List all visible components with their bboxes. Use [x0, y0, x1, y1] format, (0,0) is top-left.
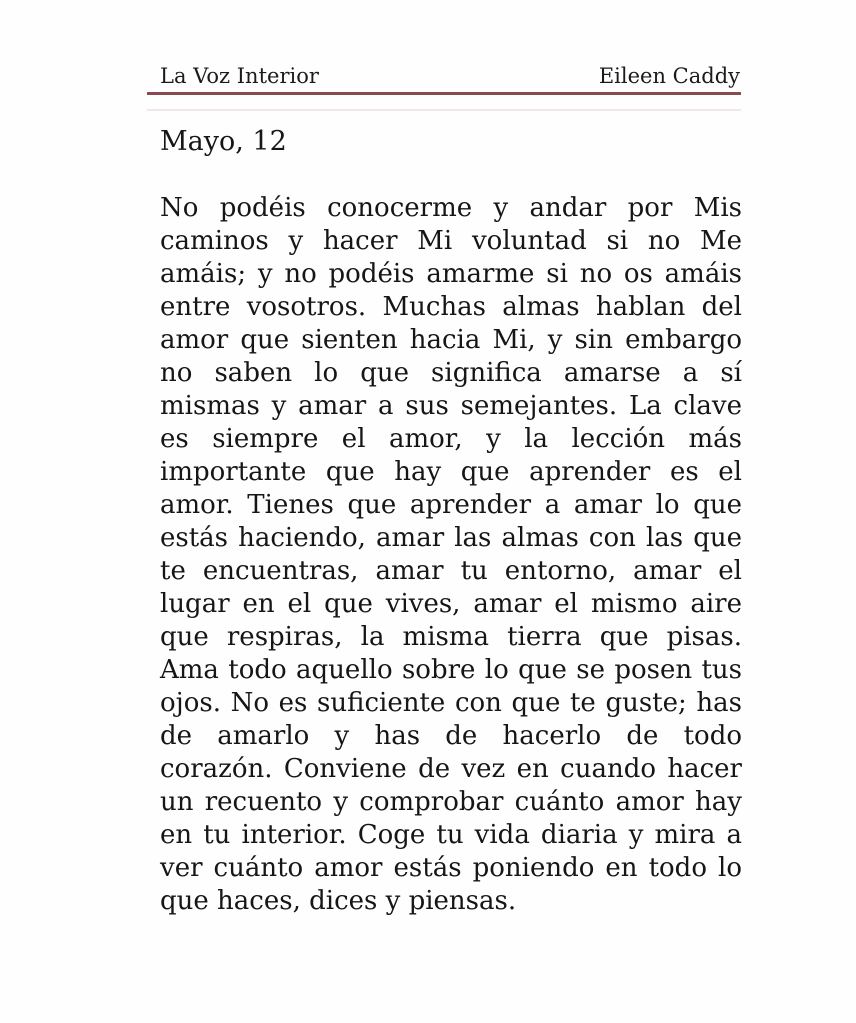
- body-paragraph: No podéis conocerme y andar por Mis caminos y hacer Mi voluntad si no Me amáis; y no podéis amarme si no os amáis entre vosotros. Muchas almas hablan del amor que sienten hacia Mi, y sin embargo no saben lo que significa amarse a sí mismas y amar a sus semejantes. La clave es siempre el amor, y la lección más importante que hay que aprender es el amor. Tienes que aprender a amar lo que estás haciendo, amar las almas con las que te encuentras, amar tu entorno, amar el lugar en el que vives, amar el mismo aire que respiras, la misma tierra que pisas. Ama todo aquello sobre lo que se posen tus ojos. No es suficiente con que te guste; has de amarlo y has de hacerlo de todo corazón. Conviene de vez en cuando hacer un recuento y comprobar cuánto amor hay en tu interior. Coge tu vida diaria y mira a ver cuánto amor estás poniendo en todo lo que haces, dices y piensas.: [160, 193, 742, 916]
- header-rule: [147, 92, 741, 95]
- author-name: Eileen Caddy: [598, 64, 740, 88]
- header-rule-shadow: [147, 109, 741, 111]
- book-title: La Voz Interior: [160, 64, 319, 88]
- date-heading: Mayo, 12: [160, 126, 287, 157]
- running-header: [160, 63, 740, 89]
